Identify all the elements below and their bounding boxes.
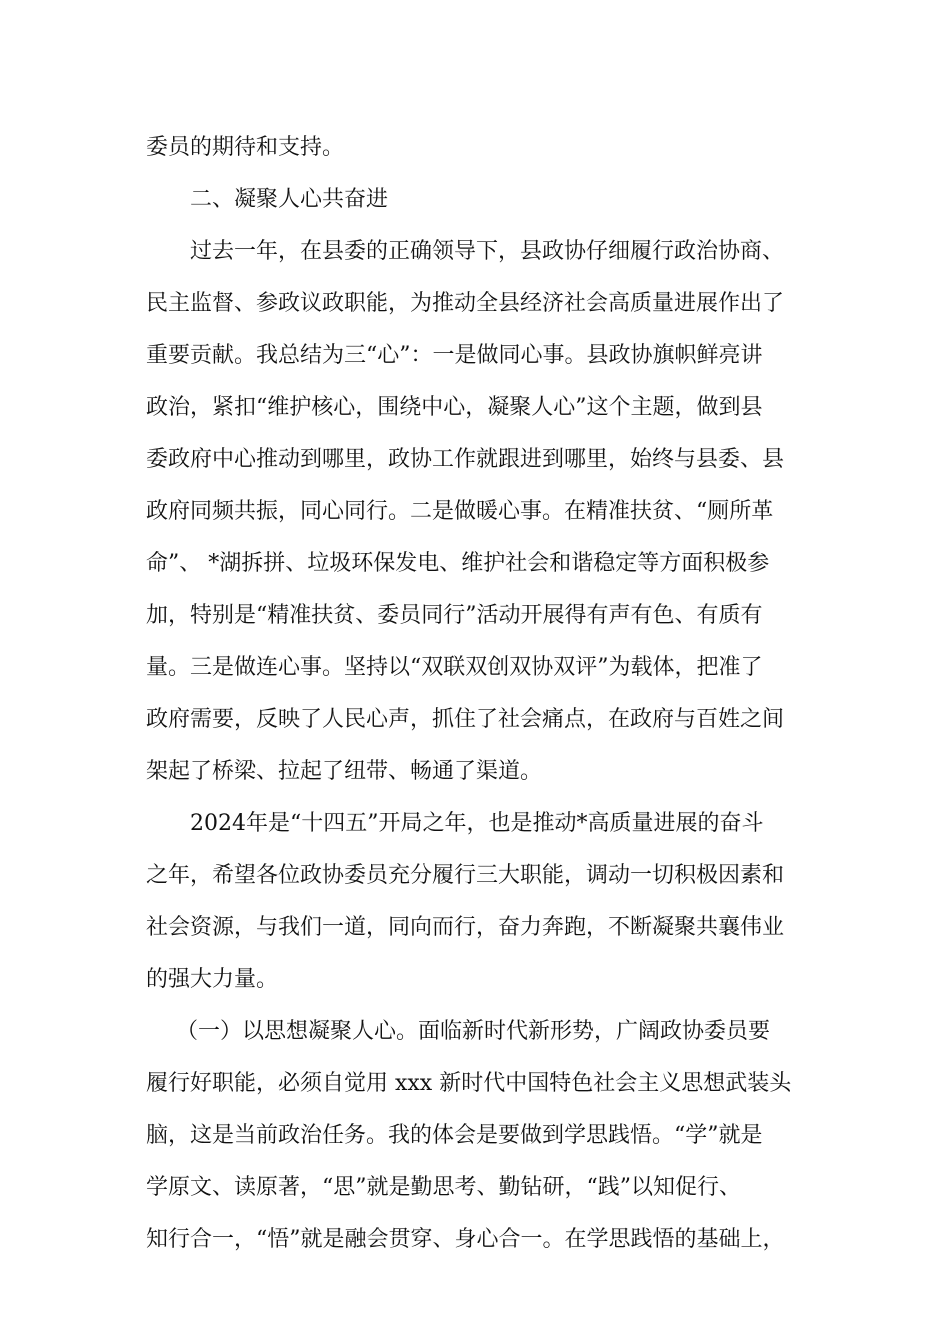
text-line: 量。三是做连心事。坚持以“双联双创双协双评”为载体，把准了 <box>146 655 763 680</box>
text-line: 委政府中心推动到哪里，政协工作就跟进到哪里，始终与县委、县 <box>146 447 785 472</box>
text-line: 知行合一，“悟”就是融会贯穿、身心合一。在学思践悟的基础上， <box>146 1227 785 1252</box>
text-line: 的强大力量。 <box>146 967 279 992</box>
text-line: 政府需要，反映了人民心声，抓住了社会痛点，在政府与百姓之间 <box>146 707 785 732</box>
text-line: 民主监督、参政议政职能，为推动全县经济社会高质量进展作出了 <box>146 291 785 316</box>
text-line: 政治，紧扣“维护核心，围绕中心，凝聚人心”这个主题，做到县 <box>146 395 763 420</box>
text-line: 2024年是“十四五”开局之年，也是推动*高质量进展的奋斗 <box>190 811 764 836</box>
text-line: 重要贡献。我总结为三“心”：一是做同心事。县政协旗帜鲜亮讲 <box>146 343 763 368</box>
text-line: 加，特别是“精准扶贫、委员同行”活动开展得有声有色、有质有 <box>146 603 763 628</box>
text-line: 政府同频共振，同心同行。二是做暖心事。在精准扶贫、“厕所革 <box>146 499 774 524</box>
text-line: 社会资源，与我们一道，同向而行，奋力奔跑，不断凝聚共襄伟业 <box>146 915 785 940</box>
text-line: 脑，这是当前政治任务。我的体会是要做到学思践悟。“学”就是 <box>146 1123 763 1148</box>
text-line: 履行好职能，必须自觉用 xxx 新时代中国特色社会主义思想武装头 <box>146 1071 792 1096</box>
text-line: 命”、 *湖拆拼、垃圾环保发电、维护社会和谐稳定等方面积极参 <box>146 551 770 576</box>
section-heading: 二、凝聚人心共奋进 <box>190 187 389 212</box>
text-line: 架起了桥梁、拉起了纽带、畅通了渠道。 <box>146 759 543 784</box>
text-line: 学原文、读原著，“思”就是勤思考、勤钻研，“践”以知促行、 <box>146 1175 741 1200</box>
subsection-line: （一）以思想凝聚人心。面临新时代新形势，广阔政协委员要 <box>176 1019 771 1044</box>
text-line: 委员的期待和支持。 <box>146 135 345 160</box>
text-line: 过去一年，在县委的正确领导下，县政协仔细履行政治协商、 <box>190 239 785 264</box>
text-line: 之年，希望各位政协委员充分履行三大职能，调动一切积极因素和 <box>146 863 785 888</box>
